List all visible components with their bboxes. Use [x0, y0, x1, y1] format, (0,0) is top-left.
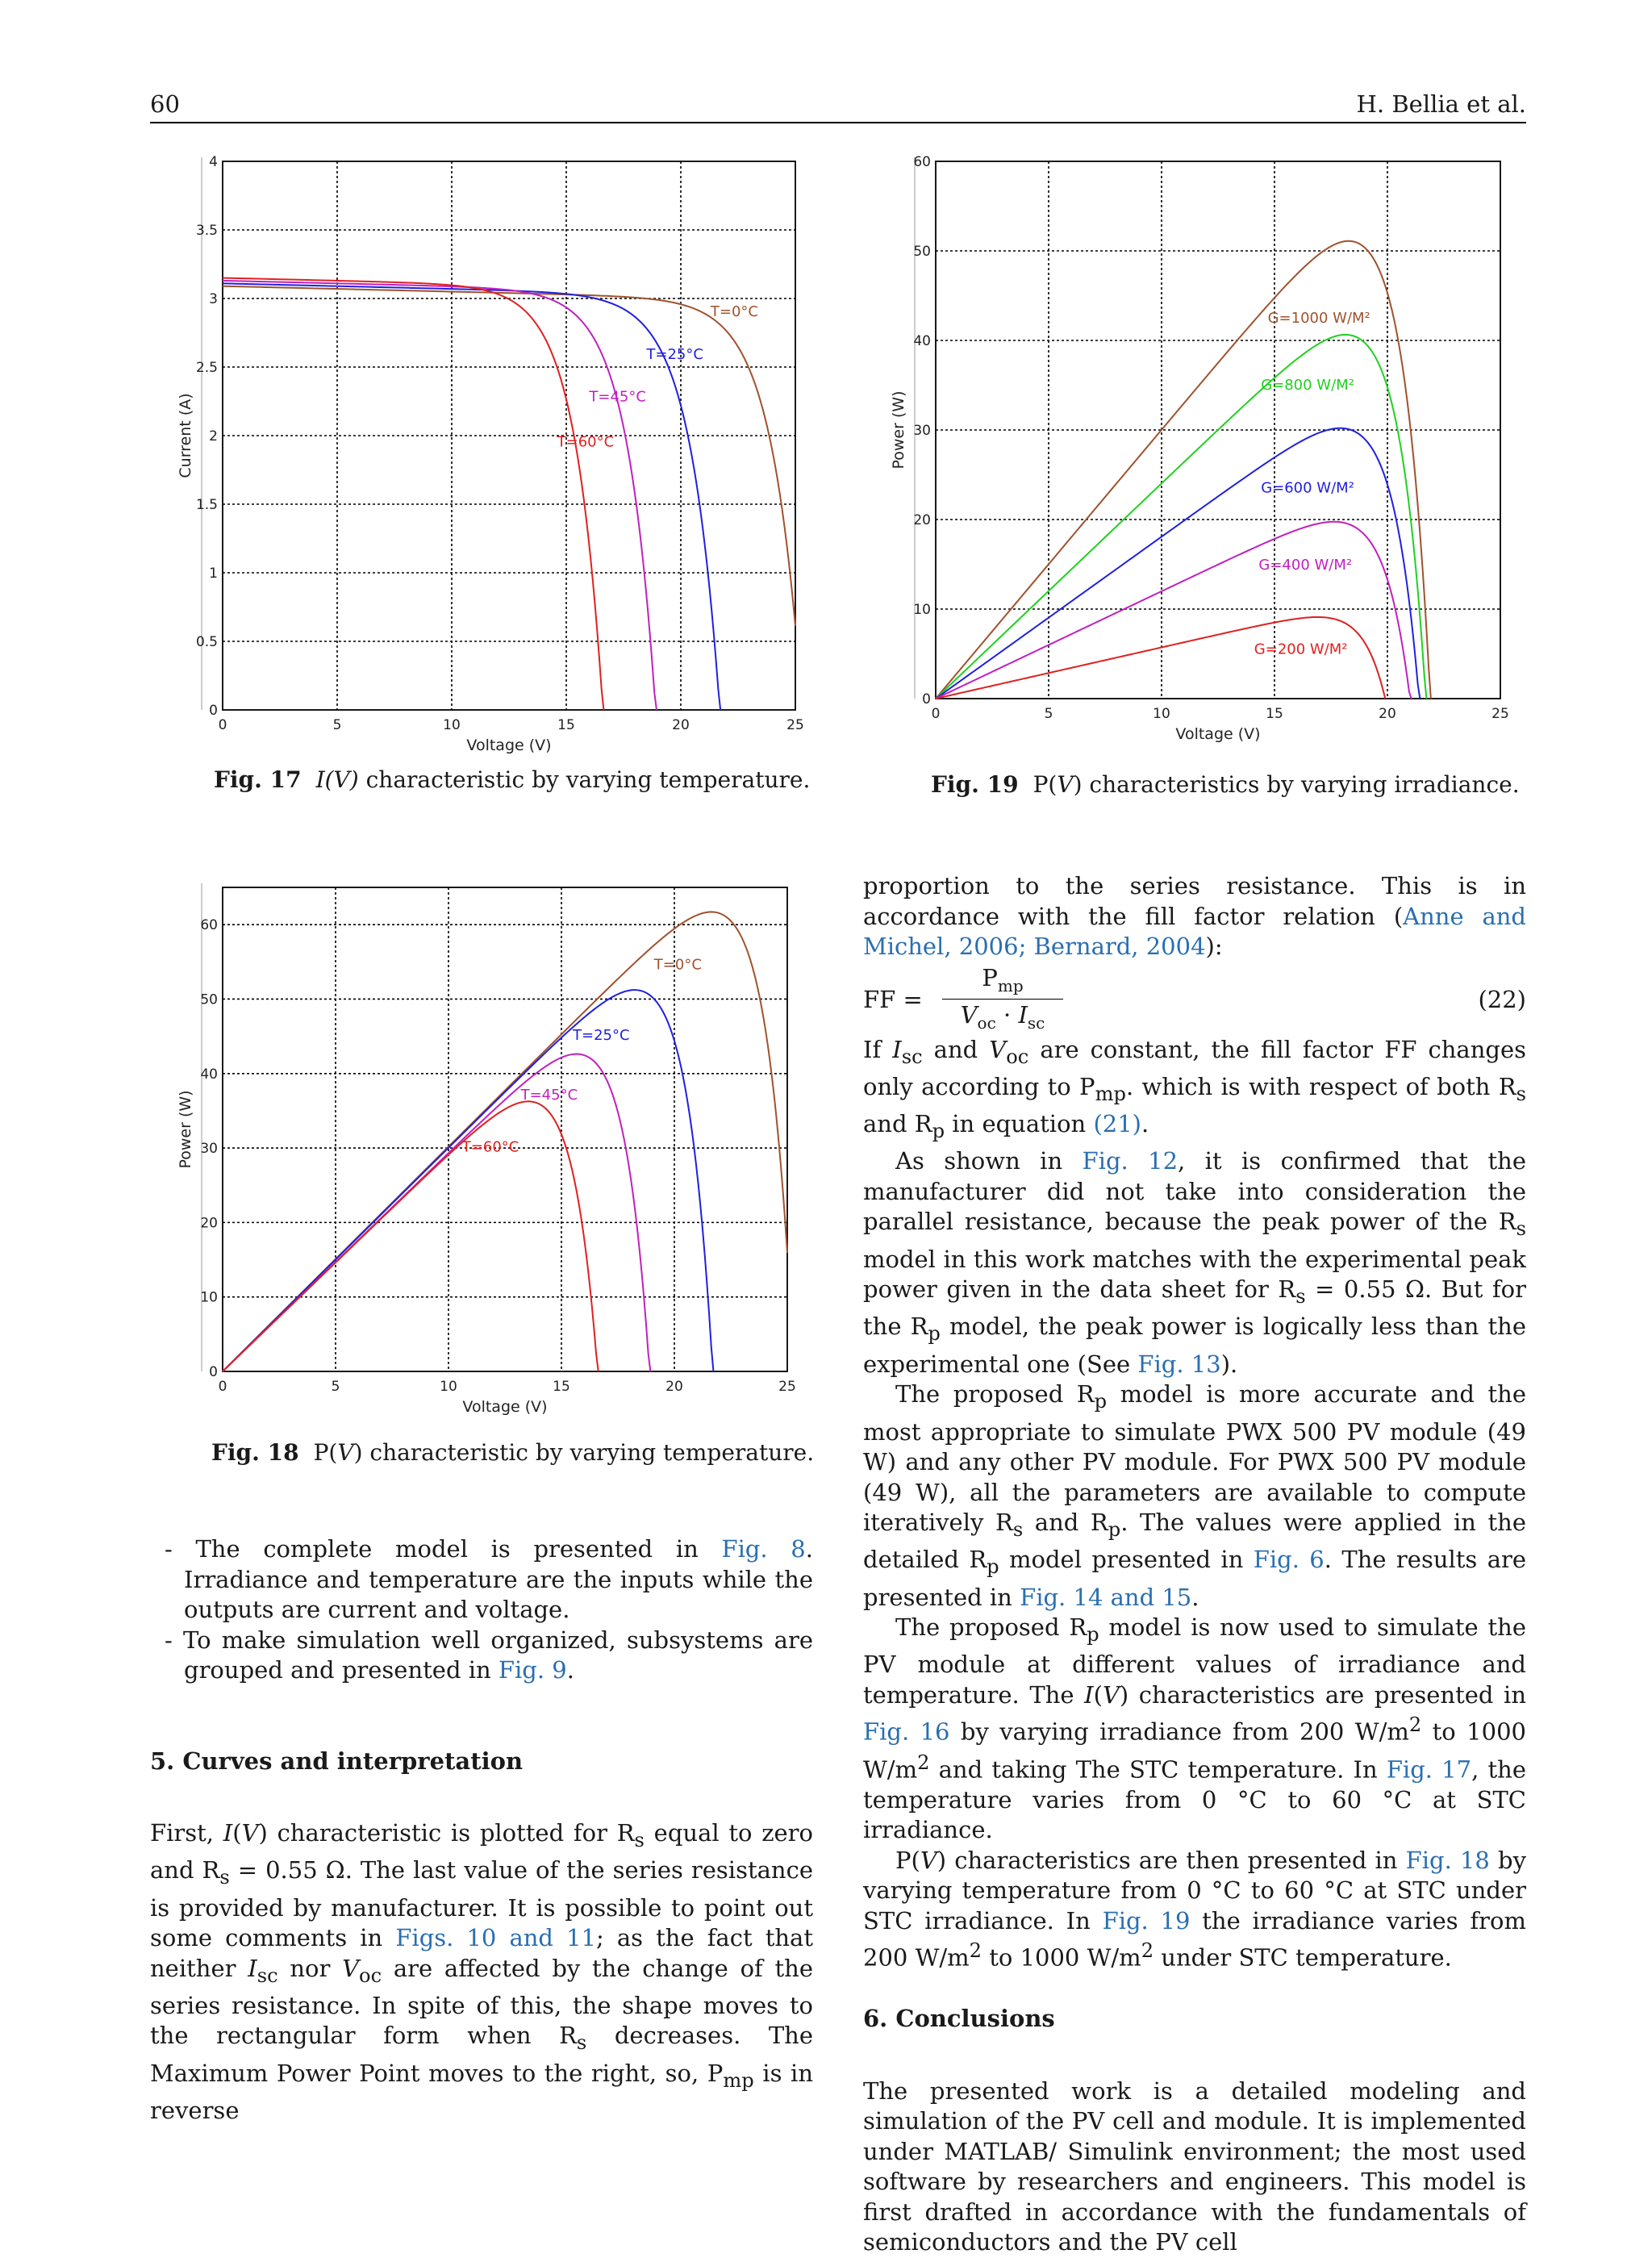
- fig19-y-axis-title: Power (W): [890, 390, 907, 470]
- fig18-y-axis-title: Power (W): [177, 1090, 194, 1169]
- fig19-series-line-3: [936, 522, 1412, 699]
- section-6-heading: 6. Conclusions: [863, 2005, 1055, 2033]
- fig19-series-label-3: G=400 W/M²: [1258, 557, 1353, 574]
- fig17-caption-text: characteristic by varying temperature.: [358, 766, 811, 793]
- fig17-ytick-label: 3.5: [195, 223, 218, 239]
- fig19-label: Fig. 19: [931, 771, 1019, 798]
- page-number: 60: [150, 90, 180, 118]
- paragraph-conclusions: The presented work is a detailed modeling and simulation of the PV cell and module. It is implemented under MATLAB/ Simulink environment; the most used software by researchers and engineers. This model is first drafted in accordance with the fundamentals of semiconductors and the PV cell: [863, 2076, 1526, 2256]
- fig18-plot-frame: [223, 887, 787, 1371]
- fig19-series-label-0: G=1000 W/M²: [1267, 309, 1370, 327]
- fig19-ytick-label: 50: [913, 244, 931, 260]
- fig19-series-label-1: G=800 W/M²: [1261, 377, 1354, 394]
- fig18-caption-v: V: [337, 1439, 354, 1466]
- paragraph-irradiance: The proposed $R_p$ model is now used to simulate the PV module at different values of irradiance and temperature. The I(V) characteristics are presented in Fig. 16 by varying irradiance from 200 $W/m^2$ to 1000 $W/m^2$ and taking The STC temperature. In Fig. 17, the temperature varies from 0 °C to 60 °C at STC irradiance.: [863, 1613, 1527, 1844]
- eq-lhs: FF =: [863, 985, 923, 1013]
- fig18-ytick-label: 50: [200, 991, 218, 1008]
- fig17-chart: [150, 145, 820, 758]
- fig17-series-line-0: [223, 286, 795, 626]
- fig18-series-label-2: T=45°C: [520, 1087, 578, 1104]
- fig17-series-label-3: T=60°C: [557, 433, 615, 451]
- fig19-link[interactable]: Fig. 19: [1102, 1906, 1191, 1935]
- list-item: - To make simulation well organized, subsystems are grouped and presented in Fig. 9.: [165, 1626, 813, 1684]
- fig19-caption: [931, 771, 1520, 798]
- fig17-ytick-label: 2: [209, 428, 218, 445]
- fig19-xtick-label: 25: [1491, 706, 1509, 722]
- fig17-x-axis-title: Voltage (V): [466, 737, 552, 754]
- fig19-x-axis-title: Voltage (V): [1175, 725, 1261, 743]
- fig17-caption: [214, 766, 810, 793]
- fig18-ytick-label: 10: [200, 1289, 218, 1306]
- section-5-heading: 5. Curves and interpretation: [150, 1747, 524, 1775]
- fig19-ytick-label: 40: [913, 333, 931, 349]
- fig19-series-label-2: G=600 W/M²: [1261, 479, 1354, 497]
- fig18-series-line-1: [223, 990, 713, 1371]
- fig18-ytick-label: 60: [200, 917, 218, 934]
- fig12-link[interactable]: Fig. 12: [1082, 1147, 1179, 1175]
- header-rule: [150, 122, 1526, 123]
- paragraph-isc-voc: If $I_{sc}$ and $V_{oc}$ are constant, the fill factor FF changes only according to $P_{mp}$. which is with respect of both $R_s$ and $R_p$ in equation (21).: [863, 1035, 1526, 1142]
- fig18-ytick-label: 0: [209, 1364, 218, 1380]
- fig18-caption-text: ) characteristic by varying temperature.: [353, 1439, 815, 1466]
- fig19-ytick-label: 60: [913, 154, 931, 170]
- fig17-y-axis-title: Current (A): [177, 393, 194, 478]
- fig17-series-label-0: T=0°C: [710, 303, 759, 321]
- list-item: - The complete model is presented in Fig. 8. Irradiance and temperature are the inputs while the outputs are current and voltage.: [165, 1535, 813, 1623]
- fig17-ytick-label: 4: [209, 154, 218, 170]
- fig18-xtick-label: 0: [218, 1379, 227, 1395]
- fig19-xtick-label: 5: [1044, 706, 1053, 722]
- fig19-ytick-label: 10: [913, 602, 931, 618]
- fig13-link[interactable]: Fig. 13: [1137, 1350, 1221, 1378]
- figs10-11-link[interactable]: Figs. 10 and 11: [395, 1924, 596, 1952]
- fig18-xtick-label: 5: [331, 1379, 340, 1395]
- fig17-ytick-label: 3: [209, 291, 218, 307]
- fig17-link[interactable]: Fig. 17: [1386, 1755, 1472, 1784]
- fig19-ytick-label: 0: [922, 691, 931, 707]
- fig19-caption-text: ) characteristics by varying irradiance.: [1073, 771, 1520, 798]
- fig18-label: Fig. 18: [211, 1439, 299, 1466]
- fig18-ytick-label: 20: [200, 1215, 218, 1232]
- fig17-xtick-label: 10: [443, 717, 461, 733]
- paragraph-rp-model: The proposed $R_p$ model is more accurate and the most appropriate to simulate PWX 500 PV module (49 W) and any other PV module. For PWX 500 PV module (49 W), all the parameters are available to compute iteratively $R_s$ and $R_p$. The values were applied in the detailed $R_p$ model presented in Fig. 6. The results are presented in Fig. 14 and 15.: [863, 1380, 1527, 1611]
- fig18-caption-p: P(: [313, 1439, 338, 1466]
- fig6-link[interactable]: Fig. 6: [1253, 1546, 1325, 1574]
- fig18-x-axis-title: Voltage (V): [462, 1398, 548, 1416]
- fig8-link[interactable]: Fig. 8: [721, 1535, 806, 1563]
- equation-22: [863, 962, 1526, 1035]
- fig18-ytick-label: 30: [200, 1141, 218, 1158]
- fig18-series-line-3: [223, 1101, 599, 1371]
- fig17-ytick-label: 1: [209, 566, 218, 582]
- fig18-xtick-label: 25: [778, 1379, 796, 1395]
- left-column: [150, 1534, 813, 2126]
- citation-link[interactable]: Anne and Michel, 2006; Bernard, 2004: [863, 902, 1526, 960]
- fig17-series-label-2: T=45°C: [589, 388, 646, 406]
- fig17-ytick-label: 0.5: [195, 634, 218, 650]
- fig19-series-label-4: G=200 W/M²: [1254, 641, 1348, 658]
- fig19-caption-v: V: [1057, 771, 1074, 798]
- fig18-series-label-3: T=60°C: [461, 1138, 519, 1156]
- fig17-label: Fig. 17: [214, 766, 302, 793]
- fig18-caption: [211, 1439, 814, 1466]
- fig19-xtick-label: 10: [1153, 706, 1170, 722]
- right-column: [863, 871, 1526, 2258]
- fig17-caption-iv: I(V): [315, 766, 359, 793]
- fig9-link[interactable]: Fig. 9: [498, 1656, 567, 1684]
- fig17-ytick-label: 1.5: [195, 497, 218, 513]
- fig17-xtick-label: 20: [672, 717, 690, 733]
- fig18-series-label-1: T=25°C: [573, 1027, 630, 1045]
- paragraph-ff: proportion to the series resistance. This is in accordance with the fill factor relation (Anne and Michel, 2006; Bernard, 2004):: [863, 872, 1526, 960]
- fig17-series-line-2: [223, 281, 657, 710]
- fig18-xtick-label: 10: [440, 1379, 457, 1395]
- fig16-link[interactable]: Fig. 16: [863, 1718, 950, 1747]
- fig14-15-link[interactable]: Fig. 14 and 15: [1020, 1583, 1192, 1611]
- fig17-ytick-label: 2.5: [195, 360, 218, 376]
- fig18-ytick-label: 40: [200, 1066, 218, 1083]
- fig17-ytick-label: 0: [209, 703, 218, 719]
- fig17-xtick-label: 0: [218, 717, 227, 733]
- fig17-series-line-3: [223, 278, 603, 711]
- fig17-xtick-label: 25: [786, 717, 804, 733]
- fig19-xtick-label: 0: [931, 706, 941, 722]
- eq-fraction: $P_{mp}$ $V_{oc} \cdot I_{sc}$: [942, 964, 1063, 1039]
- fig19-caption-p: P(: [1032, 771, 1058, 798]
- paragraph-fig12: As shown in Fig. 12, it is confirmed that the manufacturer did not take into consideration the parallel resistance, because the peak power of the $R_s$ model in this work matches with the experimental peak power given in the data sheet for $R_s = 0.55$ Ω. But for the $R_p$ model, the peak power is logically less than the experimental one (See Fig. 13).: [863, 1147, 1527, 1378]
- fig17-xtick-label: 5: [332, 717, 342, 733]
- fig19-ytick-label: 20: [913, 512, 931, 528]
- fig18-series-line-2: [223, 1054, 650, 1371]
- fig18-chart: [150, 871, 820, 1436]
- fig19-chart: [871, 145, 1526, 758]
- fig19-ytick-label: 30: [913, 423, 931, 439]
- paragraph-curves: First, I(V) characteristic is plotted for $R_s$ equal to zero and $R_s = 0.55$ Ω. The last value of the series resistance is provided by manufacturer. It is possible to point out some comments in Figs. 10 and 11; as the fact that neither $I_{sc}$ nor $V_{oc}$ are affected by the change of the series resistance. In spite of this, the shape moves to the rectangular form when $R_s$ decreases. The Maximum Power Point moves to the right, so, $P_{mp}$ is in reverse: [150, 1819, 814, 2124]
- fig18-xtick-label: 15: [553, 1379, 570, 1395]
- fig17-xtick-label: 15: [557, 717, 575, 733]
- fig17-series-label-1: T=25°C: [646, 345, 703, 363]
- paragraph-pv: P(V) characteristics are then presented in Fig. 18 by varying temperature from 0 °C to 60 °C at STC under STC irradiance. In Fig. 19 the irradiance varies from 200 $W/m^2$ to 1000 $W/m^2$ under STC temperature.: [863, 1846, 1526, 1972]
- eq21-link[interactable]: (21): [1093, 1110, 1141, 1138]
- fig18-link[interactable]: Fig. 18: [1405, 1846, 1490, 1874]
- running-head-authors: H. Bellia et al.: [1356, 90, 1526, 118]
- fig18-xtick-label: 20: [665, 1379, 683, 1395]
- fig19-xtick-label: 15: [1266, 706, 1283, 722]
- fig19-xtick-label: 20: [1379, 706, 1396, 722]
- eq-number: (22): [1478, 985, 1526, 1013]
- fig18-series-label-0: T=0°C: [653, 956, 702, 974]
